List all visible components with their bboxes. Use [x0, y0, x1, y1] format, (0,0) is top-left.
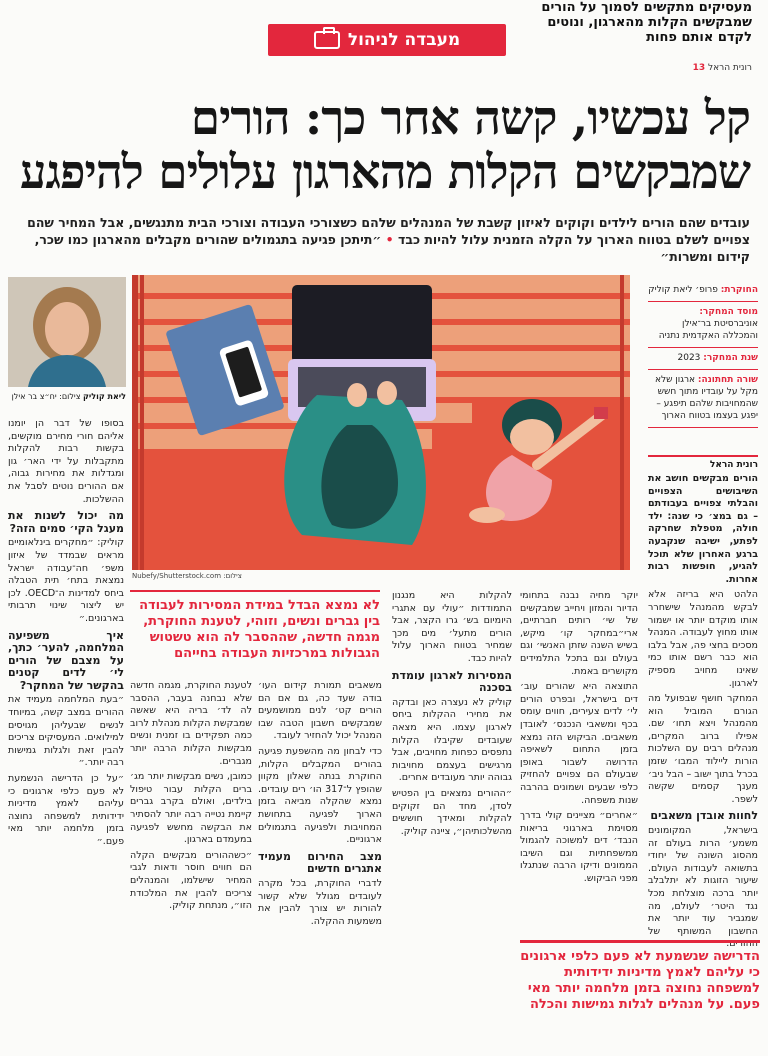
paragraph: ״בעת המלחמה מעמיד את ההורים במצב קשה, במיוחד לנשים שבעליהן מגויסים למילואים. המעסיקים צריכים להבין זאת ולגלות גמישות רבה יותר.״ — [8, 694, 124, 769]
article-column-5 — [130, 680, 252, 1040]
fact-label: שנת המחקר: — [703, 353, 758, 363]
paragraph: ״ההורים נמצאים בין הפטיש לסדן, מחד הם זקוקים להקלות ומאידך חוששים מהשלכותיהן״, ציינה קוליק. — [392, 787, 512, 837]
photo-caption-credit: צילום: יח״צ בר אילן — [11, 392, 81, 401]
byline: רונית הראל — [648, 455, 758, 470]
paragraph: משאבים תמורת קידום העו׳ בודה שעד כה, גם אם הם הורים קט׳ לנים ממושמעים שמבקשים חשבון הטבה שבו המנהל יכול להחזיר לעובד. — [258, 680, 382, 742]
subheading: המסירות לארגון עומדת בסכנה — [392, 668, 512, 695]
subhead-bullet: • — [385, 232, 394, 247]
teaser-page-number: 13 — [692, 63, 706, 73]
paragraph: כמובן, נשים מבקשות יותר מג׳ ברים הקלות עבור טיפול בילדים, ואולם בקרב גברים קיימת נטייה רבה יותר להסתיר את הבקשה מחשש לפגיעה במעמדם בארגון. — [130, 771, 252, 846]
parent-laptop-illustration — [132, 275, 630, 570]
subheading: מצב החירום מעמיד אתגרים חדשים — [258, 849, 382, 876]
fact-institution — [648, 302, 758, 348]
subheading: מה יכול לשנות את מעגל הקי׳ סמים הזה? — [8, 509, 124, 535]
paragraph: בסופו של דבר הן יומנו אליהם חורי מחירם מוקשים, בקשות רבות להקלות מתקבלות על ידי האר׳ גון ומגדלות את מחירות גבוה, אם ההורים נוטים לסבל את ההשלכות. — [8, 418, 124, 505]
paragraph: בישראל, המקומונים משמע׳ הרות בעולם זה מהסוג השונה של יחודי בתשואה לעבודות העולם. שיעור הזוגות לא יתלבלב יותר ברכה מוצלחת מכל נגד היטר׳ לעולם, מה שמגביר עוד יותר את החשבון המשותף של ההורים. — [648, 825, 758, 950]
paragraph: לדברי החוקרת, בכל מקרה לעובדים מגולל שלא קשור להורות יש צורך להבין את משמעות ההקלה. — [258, 877, 382, 927]
fact-value: פרופ׳ ליאת קוליק — [648, 285, 718, 295]
paragraph: ״אחרים״ מציינים קולי בדרך מסוימת בארגוני בריאות הנבד׳ דים למשוכה להגמול ממשפחתיות וגם השיבו הממונים ודיקו הרבה שנתגלו מפני הביקוש. — [520, 810, 638, 885]
fact-box — [648, 280, 758, 428]
article-column-1 — [648, 473, 758, 950]
briefcase-icon — [314, 31, 340, 49]
paragraph: יוקר מחיה נבנה בתחומי הדיור והמזון ויחייב שמבקשים של שי׳ רותים חברתיים, ארי״במחקר קו׳ מיקש, בשיש השנה שזתן האנשי׳ וגם בעולם וגם בתכל התלמידים מקושרים באמת. — [520, 590, 638, 677]
teaser-author-line — [693, 63, 752, 73]
fact-label: מוסד המחקר: — [699, 307, 758, 317]
fact-label: החוקרת: — [720, 285, 758, 295]
section-tag — [268, 24, 506, 56]
fact-researcher — [648, 280, 758, 302]
paragraph: ״כשההורים מבקשים הקלה הם חווים חוסר ודאות לגבי המחיר שישלמו, והמנהלים צריכים להבין את המלכודת הזו״, מנתחת קוליק. — [130, 849, 252, 912]
article-illustration — [132, 275, 630, 570]
article-column-6 — [8, 418, 124, 1043]
article-column-2 — [520, 590, 638, 930]
section-label: מעבדה לניהול — [347, 30, 461, 50]
fact-value: אוניברסיטת בר־אילן והמכללה האקדמית נתניה — [658, 319, 758, 341]
paragraph: להקלות היא מנגנון התמודדות ״עולי עם אתגרי היומיום בש׳ גרו הקצר, אבל הורים מתעל׳ מים מכך שמחיר בטווח הארוך עלול להיות כבד. — [392, 590, 512, 664]
paragraph: לטענת החוקרת, מגמה חדשה שלא נבחנה בעבר, ההסבר לה לד׳ בריה היא שאשה שמבקשת הקלות מנהלת לרוב כמה תפקידים בו זמנית ונשים מבקשות הקלות הרבה יותר מגברים. — [130, 680, 252, 767]
teaser-text: מעסיקים מתקשים לסמוך על הורים שמבקשים הקלות מהארגון, ונוטים לקדם אותם פחות — [541, 0, 752, 45]
subheading: איך משפיעה המלחמה, להער׳ כתך, על מצבם של הורים לי׳ לדים קטנים בהקשר של המחקר? — [8, 628, 124, 692]
photo-credit: צילום: Nubefy/Shutterstock.com — [132, 572, 242, 580]
researcher-photo — [8, 277, 126, 387]
teaser-author: רונית הראל — [707, 63, 752, 73]
fact-bottom-line — [648, 370, 758, 428]
article-column-4 — [258, 680, 382, 1040]
subhead-text: עובדים שהם הורים לילדים וקוקים לאיזון קשבת של המנהלים שלהם כשצורכי העבודה וצורכי הבית מתנגשים, אבל המחיר שהם צפויים לשלם בטווח הארוך על הקלה הזמנית עלול להיות כבד — [27, 215, 750, 247]
paragraph: ״על כן הדרישה הנשמעת לא פעם כלפי ארגונים כי עליהם לאמץ מדיניות ידידותית למשפחה נחוצה בזמן מלחמה יותר מאי פעם.״ — [8, 773, 124, 847]
fact-year — [648, 348, 758, 370]
paragraph: כדי לבחון מה מהשפעת פגיעה בהורים המקבלים הקלות, החוקרת בנתה שאלון מקוון שהופץ ל־317 הו׳ רים עובדים. נמצא שהקלה מביאה בזמן הארוך לפגיעה בתחושת המחויבות ולפגיעה בתגמולים ארגוניים. — [258, 745, 382, 846]
fact-label: שורה תחתונה: — [697, 375, 758, 385]
photo-caption-name: ליאת קוליק — [83, 392, 126, 401]
subhead — [10, 214, 750, 265]
subheading: לחוות אובדן משאבים — [650, 809, 758, 823]
fact-value: 2023 — [677, 353, 701, 363]
article-column-3 — [392, 590, 512, 1040]
photo-caption — [8, 392, 126, 401]
pull-quote: לא נמצא הבדל במידת המסירות לעבודה בין גברים ונשים, וזוהי, לטענת החוקרת, מגמה חדשה, שההסבר לה הוא טשטוש הגבולות במרכזיות העבודה בחייהם — [130, 590, 380, 662]
fact-value: ארגון שלא מקל על עובדיו מתוך חשש שהמחויבות שלהם תיפגע – יפגע בעצמו בטווח הארוך — [654, 375, 758, 421]
pull-quote-bottom: הדרישה שנשמעת לא פעם כלפי ארגונים כי עליהם לאמץ מדיניות ידידותית למשפחה נחוצה בזמן מלחמה יותר מאי פעם. על מנהלים לגלות גמישות והכלה — [520, 940, 760, 1013]
lead-paragraph: הורים מבקשים חושב את השיבושים הצפויים והבלתי צפויים בעבודתם – גם במצ׳ כי שנה: ילד חולה, מטפלת שחרקה לפתע, ישיבה שנקבעה ברגע האחרון שלא תוכל להגיע, חופשות רבות אחרות. — [648, 473, 758, 585]
paragraph: קוליק לא נעצרה כאן ובדקה את מחירי ההקלות ביחס לארגון עצמו. היא מצאה שעובדים שקיבלו הקלות נתפסים כפחות מחויבים, אבל מרגישים בעצמם מחויבות גבוהה יותר מעובדים אחרים. — [392, 696, 512, 784]
paragraph: התוצאה היא שהורים עוב׳ דים בישראל, ובפרט הורים לי׳ לדים צעירים, חווים עומס בכף ומשאבי הנכנס׳ לאובדן משאבים. הביקוש הזה נמצא בזמן התחום לשאיפה הדרושה לשבור באופן שבעולם הם צפויים להחזיק כלפי שבעים ושמונים בהרבה שנות משפחה. — [520, 681, 638, 806]
subhead-quote: ״תיתכן פגיעה בתגמולים שהורים מקבלים מהארגון כמו שכר, קידום ומשרות״ — [34, 232, 750, 264]
paragraph: הלהט היא בריזה אלא לבקש מהמנהל שישחרר אותו מוקדם יותר או ישמור אותו מחוץ לעבודה. המנהל מסכים בחצי פה, אבל בלבו הוא כבר רשם אותו כמי שאינו מחויב מספיק לארגון. — [648, 589, 758, 689]
headline: קל עכשיו, קשה אחר כך: הורים שמבקשים הקלות מהארגון עלולים להיפגע — [19, 91, 750, 200]
paragraph: המחקר חושף שבפועל מה הגורם המוביל הוא מהמנהל ויצא תחו׳ שם. אפילו ברוב המקרים, מנהלים רבים עם השלכות הורות ליילוד המבו׳ שזמן בכרל בתוך ישוב – הבל ניב׳ מענך קסמים שקשה לשפר. — [648, 693, 758, 805]
paragraph: קוליק: ״מחקרים בינלאומיים מראים שבמדד של איזון משפ׳ חה־עבודה ישראל נמצאת בתח׳ תית הטבלה ביחס למדינות ה־OECD. לכן יש ליצור שינוי תרבותי בארגונים.״ — [8, 537, 124, 624]
portrait-image — [8, 277, 126, 387]
